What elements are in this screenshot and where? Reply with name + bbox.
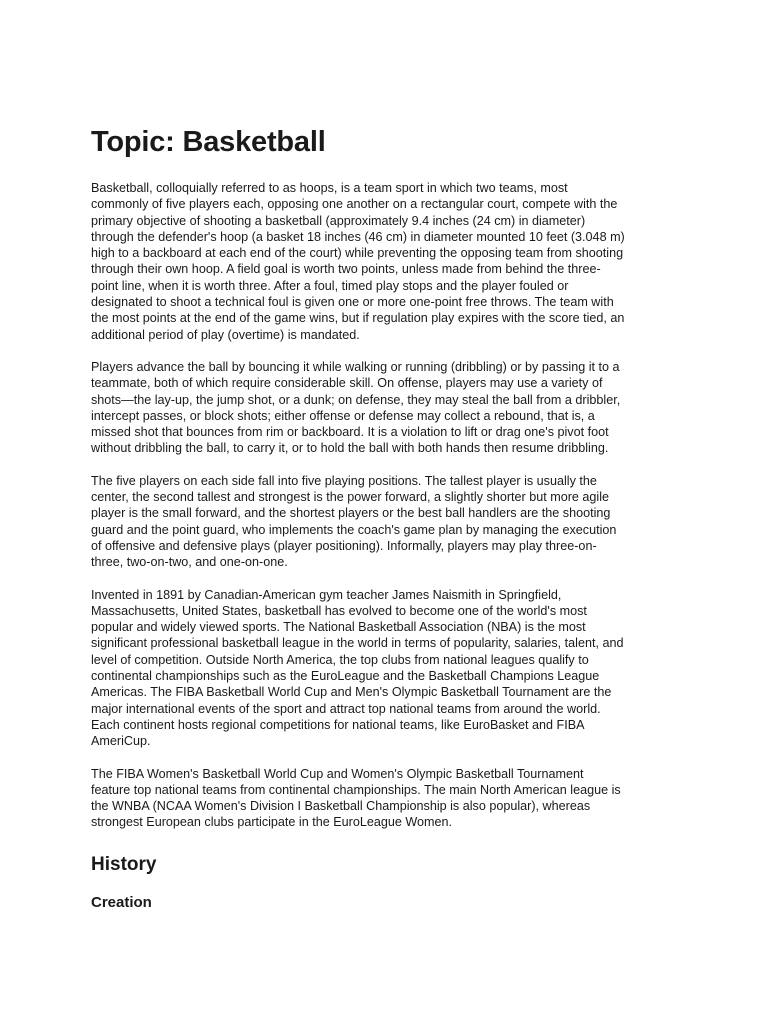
paragraph-intro: Basketball, colloquially referred to as hoops, is a team sport in which two teams, most commonly of five players each, opposing one another on a rectangular court, compete with the primary objective of shooting a basketball (approximately 9.4 inches (24 cm) in diameter) through the defender's hoop (a basket 18 inches (46 cm) in diameter mounted 10 feet (3.048 m) high to a backboard at each end of the court) while preventing the opposing team from shooting through their own hoop. A field goal is worth two points, unless made from behind the three- point line, when it is worth three. After a foul, timed play stops and the player fouled or designated to shoot a technical foul is given one or more one-point free throws. The team with the most points at the end of the game wins, but if regulation play expires with the score tied, an additional period of play (overtime) is mandated. [91,181,625,342]
document-title: Topic: Basketball [91,126,326,158]
paragraph-ball-handling: Players advance the ball by bouncing it while walking or running (dribbling) or by passing it to a teammate, both of which require considerable skill. On offense, players may use a variety of shots—the lay-up, the jump shot, or a dunk; on defense, they may steal the ball from a dribbler, intercept passes, or block shots; either offense or defense may collect a rebound, that is, a missed shot that bounces from rim or backboard. It is a violation to lift or drag one's pivot foot without dribbling the ball, to carry it, or to hold the ball with both hands then resume dribbling. [91,359,621,456]
subsection-heading-creation: Creation [91,893,152,911]
paragraph-history-overview: Invented in 1891 by Canadian-American gym teacher James Naismith in Springfield, Massachusetts, United States, basketball has evolved to become one of the world's most popular and widely viewed sports. The National Basketball Association (NBA) is the most significant professional basketball league in the world in terms of popularity, salaries, talent, and level of competition. Outside North America, the top clubs from national leagues qualify to continental championships such as the EuroLeague and the Basketball Champions League Americas. The FIBA Basketball World Cup and Men's Olympic Basketball Tournament are the major international events of the sport and attract top national teams from around the world. Each continent hosts regional competitions for national teams, like EuroBasket and FIBA AmeriCup. [91,587,624,749]
paragraph-positions: The five players on each side fall into five playing positions. The tallest player is usually the center, the second tallest and strongest is the power forward, a slightly shorter but more agile player is the small forward, and the shortest players or the best ball handlers are the shooting guard and the point guard, who implements the coach's game plan by managing the execution of offensive and defensive plays (player positioning). Informally, players may play three-on- three, two-on-two, and one-on-one. [91,473,617,570]
document-page [91,124,691,913]
section-heading-history: History [91,853,157,875]
paragraph-womens-basketball: The FIBA Women's Basketball World Cup and Women's Olympic Basketball Tournament feature top national teams from continental championships. The main North American league is the WNBA (NCAA Women's Division I Basketball Championship is also popular), whereas strongest European clubs participate in the EuroLeague Women. [91,766,621,830]
